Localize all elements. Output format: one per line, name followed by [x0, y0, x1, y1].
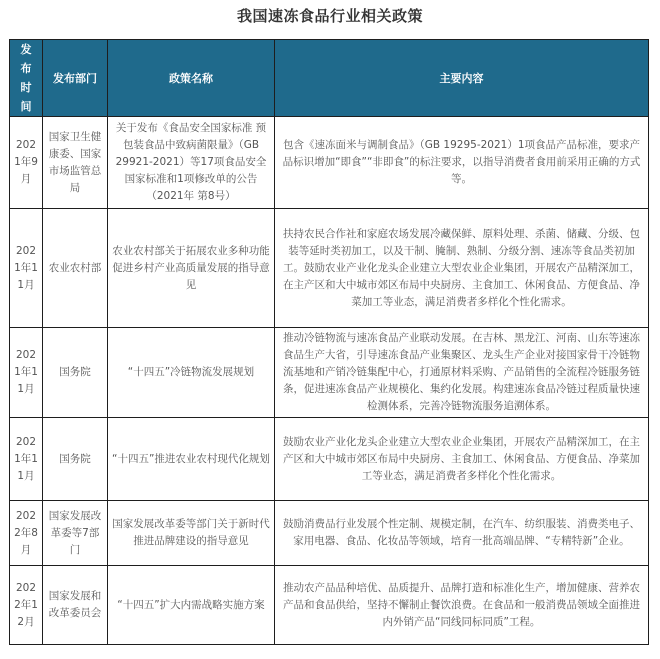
cell-time [10, 117, 43, 209]
cell-policy-name: “十四五”扩大内需战略实施方案 [108, 566, 275, 645]
cell-policy-name: 关于发布《食品安全国家标准 预包装食品中致病菌限量》（GB 29921-2021）等17项食品安全国家标准和1项修改单的公告（2021年 第8号） [108, 117, 275, 209]
department-text: 国家卫生健康委、国家市场监管总局 [48, 130, 102, 194]
cell-policy-name: 农业农村部关于拓展农业多种功能 促进乡村产业高质量发展的指导意见 [108, 209, 275, 328]
cell-content: 扶持农民合作社和家庭农场发展冷藏保鲜、原料处理、杀菌、储藏、分级、包装等延时类初加工，以及干制、腌制、熟制、分级分割、速冻等食品类初加工。鼓励农业产业化龙头企业建立大型农业企业集团，开展农产品精深加工，在主产区和大中城市郊区布局中央厨房、主食加工、休闲食品、方便食品、净菜加工等业态，满足消费者多样化个性化需求。 [275, 209, 649, 328]
time-text: 2021年11月 [14, 435, 38, 482]
table-row [10, 117, 649, 209]
header-department: 发布部门 [43, 40, 108, 117]
time-text: 2021年11月 [14, 349, 38, 395]
department-text: 国务院 [59, 452, 91, 465]
cell-department [43, 501, 108, 566]
page-title: 我国速冻食品行业相关政策 [236, 7, 423, 25]
cell-content: 推动冷链物流与速冻食品产业联动发展。在吉林、黑龙江、河南、山东等速冻食品生产大省，引导速冻食品产业集聚区、龙头生产企业对接国家骨干冷链物流基地和产销冷链集配中心，打通原材料采购、产品销售的全流程冷链服务链条，促进速冻食品产业规模化、集约化发展。构建速冻食品冷链过程质量快速检测体系，完善冷链物流服务追溯体系。 [275, 328, 649, 418]
table-row [10, 328, 649, 418]
table-row [10, 418, 649, 501]
cell-department [43, 328, 108, 418]
cell-policy-name: 国家发展改革委等部门关于新时代推进品牌建设的指导意见 [108, 501, 275, 566]
department-text: 国家发展改革委等7部门 [48, 509, 102, 556]
department-text: 国务院 [59, 366, 91, 378]
cell-time [10, 501, 43, 566]
cell-content: 包含《速冻面米与调制食品》（GB 19295-2021）1项食品产品标准，要求产品标识增加“即食”“非即食”的标注要求，以指导消费者食用前采用正确的方式等。 [275, 117, 649, 209]
cell-department [43, 117, 108, 209]
cell-content: 鼓励消费品行业发展个性定制、规模定制，在汽车、纺织服装、消费类电子、家用电器、食品、化妆品等领域，培育一批高端品牌、“专精特新”企业。 [275, 501, 649, 566]
cell-time [10, 209, 43, 328]
cell-policy-name: “十四五”推进农业农村现代化规划 [108, 418, 275, 501]
department-text: 农业农村部 [48, 261, 102, 274]
time-text: 2021年11月 [14, 244, 38, 291]
header-time-label: 发布时间 [20, 43, 32, 113]
policy-table [9, 39, 649, 645]
time-text: 2021年9月 [14, 139, 38, 185]
cell-department [43, 418, 108, 501]
table-row [10, 566, 649, 645]
department-text: 国家发展和改革委员会 [48, 590, 102, 619]
cell-time [10, 566, 43, 645]
header-content: 主要内容 [275, 40, 649, 117]
header-policy-name: 政策名称 [108, 40, 275, 117]
cell-department [43, 209, 108, 328]
cell-time [10, 328, 43, 418]
table-row [10, 501, 649, 566]
time-text: 2022年12月 [14, 581, 38, 628]
header-time [10, 40, 43, 117]
cell-policy-name: “十四五”冷链物流发展规划 [108, 328, 275, 418]
time-text: 2022年8月 [14, 509, 38, 556]
cell-content: 推动农产品品种培优、品质提升、品牌打造和标准化生产，增加健康、营养农产品和食品供给，坚持不懈制止餐饮浪费。在食品和一般消费品领域全面推进内外销产品“同线同标同质”工程。 [275, 566, 649, 645]
cell-content: 鼓励农业产业化龙头企业建立大型农业企业集团，开展农产品精深加工，在主产区和大中城市郊区布局中央厨房、主食加工、休闲食品、方便食品、净菜加工等业态，满足消费者多样化个性化需求。 [275, 418, 649, 501]
table-row [10, 209, 649, 328]
cell-time [10, 418, 43, 501]
table-header-row [10, 40, 649, 117]
cell-department [43, 566, 108, 645]
